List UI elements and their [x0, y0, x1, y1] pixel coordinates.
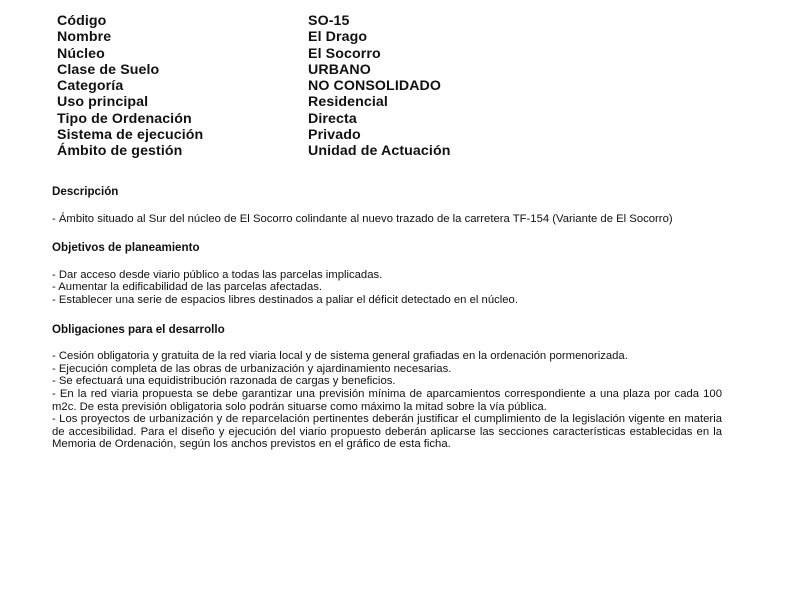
field-label: Ámbito de gestión — [57, 143, 183, 160]
list-item: - Aumentar la edificabilidad de las parcelas afectadas. — [52, 281, 323, 294]
section-heading: Obligaciones para el desarrollo — [52, 322, 225, 336]
field-table — [57, 13, 477, 160]
field-label: Sistema de ejecución — [57, 127, 204, 144]
field-value: Unidad de Actuación — [308, 143, 451, 160]
field-value: URBANO — [308, 61, 371, 78]
field-row-codigo — [57, 13, 477, 29]
list-item: - Los proyectos de urbanización y de reparcelación pertinentes deberán justificar el cumplimiento de la legislación vigente en materia de accesibilidad. Para el diseño y ejecución del viario propuesto deberán aplicarse las secciones características establecidas en la Memoria de Ordenación, según los anchos previstos en el gráfico de esta ficha. — [52, 413, 722, 451]
list-item: - Establecer una serie de espacios libres destinados a paliar el déficit detectado en el núcleo. — [52, 293, 518, 306]
field-label: Tipo de Ordenación — [57, 110, 192, 127]
section-obligaciones — [52, 324, 722, 451]
section-descripcion — [52, 186, 722, 225]
field-value: Directa — [308, 110, 357, 127]
field-row-nucleo — [57, 46, 477, 62]
field-row-nombre — [57, 29, 477, 45]
field-value: NO CONSOLIDADO — [308, 78, 442, 95]
field-value: SO-15 — [308, 13, 350, 29]
list-item: - Dar acceso desde viario público a todas las parcelas implicadas. — [52, 268, 383, 281]
paragraph: - Ámbito situado al Sur del núcleo de El Socorro colindante al nuevo trazado de la carretera TF-154 (Variante de El Socorro) — [52, 212, 673, 225]
section-heading: Objetivos de planeamiento — [52, 241, 200, 255]
field-label: Clase de Suelo — [57, 61, 160, 78]
field-row-clase-suelo — [57, 62, 477, 78]
field-value: El Drago — [308, 29, 368, 46]
section-heading: Descripción — [52, 185, 119, 198]
field-value: El Socorro — [308, 45, 381, 62]
field-label: Uso principal — [57, 94, 149, 111]
field-value: Residencial — [308, 94, 388, 111]
list-item: - En la red viaria propuesta se debe garantizar una previsión mínima de aparcamientos correspondiente a una plaza por cada 100 m2c. De esta previsión obligatoria solo podrán situarse como máximo la mitad sobre la vía pública. — [52, 387, 722, 413]
field-label: Categoría — [57, 78, 124, 95]
field-label: Núcleo — [57, 45, 105, 62]
list-item: - Ejecución completa de las obras de urbanización y ajardinamiento necesarias. — [52, 362, 452, 375]
field-row-sistema-ejecucion — [57, 127, 477, 143]
document-body — [52, 186, 722, 451]
section-objetivos — [52, 242, 722, 306]
field-row-ambito-gestion — [57, 143, 477, 159]
field-label: Código — [57, 13, 107, 29]
list-item: - Cesión obligatoria y gratuita de la red viaria local y de sistema general grafiadas en la ordenación pormenorizada. — [52, 350, 628, 363]
field-row-tipo-ordenacion — [57, 111, 477, 127]
list-item: - Se efectuará una equidistribución razonada de cargas y beneficios. — [52, 375, 396, 388]
field-row-uso-principal — [57, 94, 477, 110]
field-row-categoria — [57, 78, 477, 94]
field-label: Nombre — [57, 29, 112, 46]
field-value: Privado — [308, 127, 361, 144]
